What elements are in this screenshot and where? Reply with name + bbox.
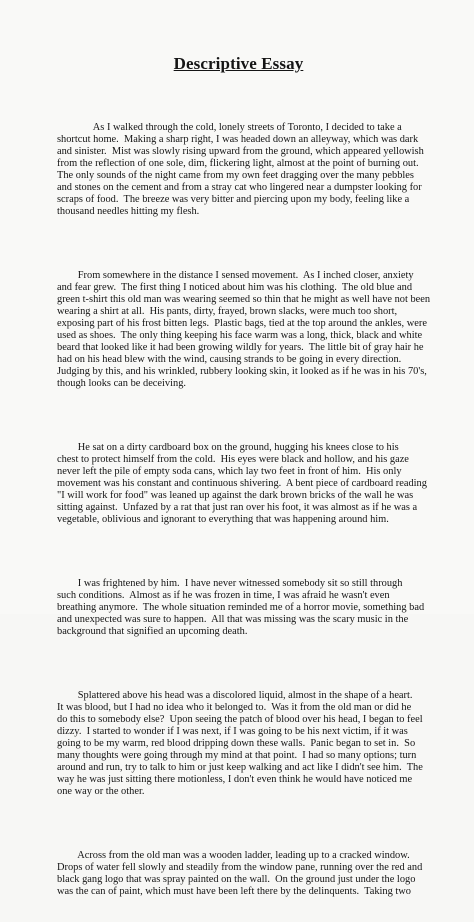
paragraph-4: I was frightened by him. I have never witnessed somebody sit so still through such conditions. Almost as if he was frozen in time, I was afraid he wasn't even breathing anymore. The whole situation reminded me of a horror movie, something bad and unexpected was sure to happen. All that was missing was the scary music in the background that signified an upcoming death. [57, 578, 425, 637]
paragraph-gap [57, 662, 420, 666]
paragraph-6: Across from the old man was a wooden ladder, leading up to a cracked window. Drops of water fell slowly and steadily from the window pane, running over the red and black gang logo that was spray painted on the wall. On the ground just under the logo was the can of paint, which must have been left there by the delinquents. Taking two [57, 850, 423, 897]
paragraph-1: As I walked through the cold, lonely streets of Toronto, I decided to take a shortcut home. Making a sharp right, I was headed down an alleyway, which was dark and sinister. Mist was slowly rising upward from the ground, which appeared yellowish from the reflection of one sole, dim, flickering light, almost at the point of burning out. The only sounds of the night came from my own feet dragging over the many pebbles and stones on the cement and from a stray cat who lingered near a dumpster looking for scraps of food. The breeze was very bitter and piercing upon my body, feeling like a thousand needles hitting my flesh. [57, 122, 424, 217]
paragraph-gap [57, 550, 420, 554]
essay-body [57, 98, 431, 922]
paragraph-2: From somewhere in the distance I sensed movement. As I inched closer, anxiety and fear grew. The first thing I noticed about him was his clothing. The old blue and green t-shirt this old man was wearing seemed so thin that he might as well have not been wearing a shirt at all. His pants, dirty, frayed, brown slacks, were much too short, exposing part of his frost bitten legs. Plastic bags, tied at the top around the ankles, were used as shoes. The only thing keeping his face warm was a long, thick, black and white beard that looked like it had been growing wildly for years. The little bit of gray hair he had on his head blew with the wind, causing strands to be going in every direction. Judging by this, and his wrinkled, rubbery looking skin, it looked as if he was in his 70's, though looks can be deceiving. [57, 270, 431, 389]
paragraph-gap [57, 822, 420, 826]
paragraph-gap [57, 414, 420, 418]
paragraph-5: Splattered above his head was a discolored liquid, almost in the shape of a heart. It was blood, but I had no idea who it belonged to. Was it from the old man or did he do this to somebody else? Upon seeing the patch of blood over his head, I began to feel dizzy. I started to wonder if I was next, if I was going to be his next victim, if it was going to be my warm, red blood dripping down these walls. Panic began to set in. So many thoughts were going through my mind at that point. I had so many options; turn around and run, try to talk to him or just keep walking and act like I didn't see him. The way he was just sitting there motionless, I don't even think he would have noticed me one way or the other. [57, 690, 423, 797]
paragraph-3: He sat on a dirty cardboard box on the ground, hugging his knees close to his chest to protect himself from the cold. His eyes were black and hollow, and his gaze never left the pile of empty soda cans, which lay two feet in front of him. His only movement was his constant and continuous shivering. A bent piece of cardboard reading "I will work for food" was leaned up against the dark brown bricks of the wall he was sitting against. Unfazed by a rat that just ran over his foot, it was almost as if he was a vegetable, oblivious and ignorant to everything that was happening around him. [57, 442, 427, 525]
paragraph-gap [57, 242, 420, 246]
essay-title: Descriptive Essay [173, 54, 304, 73]
